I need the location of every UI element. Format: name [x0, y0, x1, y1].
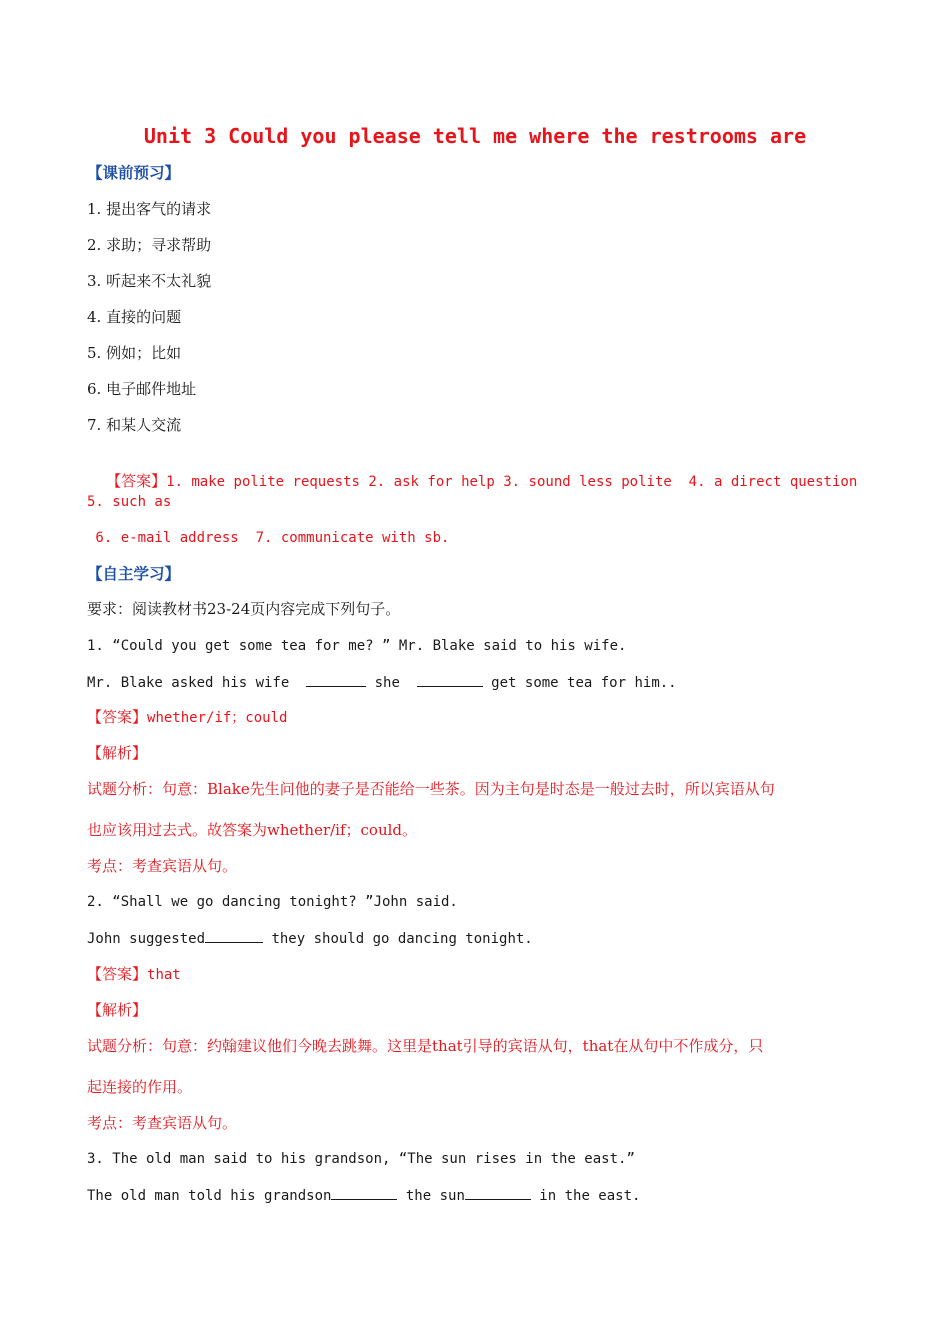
- q3-rewrite-part-c: in the east.: [530, 1188, 641, 1204]
- q2-answer: [87, 964, 181, 985]
- q1-rewrite-part-c: get some tea for him..: [482, 675, 677, 691]
- q3-rewrite: [87, 1185, 640, 1206]
- preview-item-7: 7. 和某人交流: [87, 416, 182, 434]
- q2-rewrite: [87, 928, 533, 949]
- q1-rewrite: [87, 672, 677, 693]
- q3-blank-1[interactable]: [331, 1185, 397, 1200]
- preview-answer: [87, 451, 857, 512]
- preview-item-5: 5. 例如；比如: [87, 344, 182, 362]
- q1-analysis-line-2: 也应该用过去式。故答案为whether/if；could。: [87, 821, 418, 839]
- q2-blank-1[interactable]: [205, 928, 263, 943]
- q2-prompt: 2. “Shall we go dancing tonight? ”John said.: [87, 894, 458, 910]
- q3-rewrite-part-b: the sun: [397, 1188, 465, 1204]
- preview-item-4: 4. 直接的问题: [87, 308, 182, 326]
- preview-answer-line-2: 5. such as: [87, 494, 172, 510]
- preview-answer-line-1: 1. make polite requests 2. ask for help 3. sound less polite 4. a direct question: [166, 474, 858, 490]
- q1-answer: [87, 707, 287, 728]
- requirement-text: 要求：阅读教材书23-24页内容完成下列句子。: [87, 600, 401, 618]
- q3-rewrite-part-a: The old man told his grandson: [87, 1188, 332, 1204]
- q1-blank-1[interactable]: [306, 672, 366, 687]
- q2-rewrite-part-b: they should go dancing tonight.: [263, 931, 533, 947]
- q3-prompt: 3. The old man said to his grandson, “The sun rises in the east.”: [87, 1151, 635, 1167]
- q2-analysis-line-2: 起连接的作用。: [87, 1078, 193, 1096]
- q1-blank-2[interactable]: [417, 672, 483, 687]
- answer-tag: 【答案】: [87, 708, 148, 726]
- page-title: Unit 3 Could you please tell me where the restrooms are: [143, 124, 807, 148]
- q3-blank-2[interactable]: [465, 1185, 531, 1200]
- q2-analysis-line-1: 试题分析：句意：约翰建议他们今晚去跳舞。这里是that引导的宾语从句，that在从句中不作成分，只: [87, 1037, 764, 1055]
- preview-item-3: 3. 听起来不太礼貌: [87, 272, 212, 290]
- q1-point: 考点：考查宾语从句。: [87, 857, 238, 875]
- q1-analysis-tag: 【解析】: [87, 744, 148, 762]
- preview-item-1: 1. 提出客气的请求: [87, 200, 212, 218]
- self-study-heading: 【自主学习】: [87, 564, 181, 583]
- q1-analysis-line-1: 试题分析：句意：Blake先生问他的妻子是否能给一些茶。因为主句是时态是一般过去时，所以宾语从句: [87, 780, 775, 798]
- answer-tag: 【答案】: [106, 472, 167, 490]
- preview-item-6: 6. 电子邮件地址: [87, 380, 197, 398]
- q1-answer-text: whether/if；could: [147, 710, 288, 726]
- q2-analysis-tag: 【解析】: [87, 1001, 148, 1019]
- q2-answer-text: that: [147, 967, 181, 983]
- q2-point: 考点：考查宾语从句。: [87, 1114, 238, 1132]
- preview-answer-line-3: 6. e-mail address 7. communicate with sb.: [87, 530, 450, 546]
- q2-rewrite-part-a: John suggested: [87, 931, 206, 947]
- q1-rewrite-part-b: she: [366, 675, 409, 691]
- answer-tag: 【答案】: [87, 965, 148, 983]
- preview-item-2: 2. 求助；寻求帮助: [87, 236, 212, 254]
- preview-heading: 【课前预习】: [87, 163, 181, 182]
- q1-prompt: 1. “Could you get some tea for me? ” Mr. Blake said to his wife.: [87, 638, 627, 654]
- q1-rewrite-part-a: Mr. Blake asked his wife: [87, 675, 298, 691]
